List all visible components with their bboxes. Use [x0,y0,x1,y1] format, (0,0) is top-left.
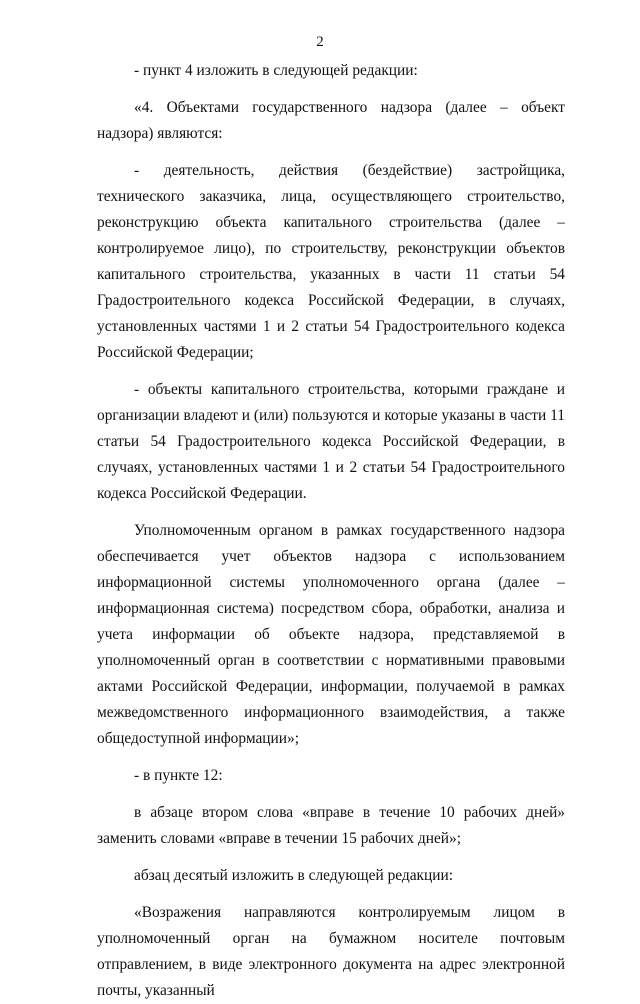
paragraph-tenth-subparagraph: абзац десятый изложить в следующей редакции: [134,867,454,884]
paragraph-second-subparagraph: в абзаце втором слова «вправе в течение 10 рабочих дней» заменить словами «вправе в течении 15 рабочих дней»; [97,804,565,847]
paragraph-point4-intro: - пункт 4 изложить в следующей редакции: [134,62,418,79]
paragraph-point4-heading: «4. Объектами государственного надзора (далее – объект надзора) являются: [97,99,565,142]
paragraph-authorized-body: Уполномоченным органом в рамках государственного надзора обеспечивается учет объектов надзора с использованием информационной системы уполномоченного органа (далее – информационная система) посредством сбора, обработки, анализа и учета информации об объекте надзора, представляемой в уполномоченный орган в соответствии с нормативными правовыми актами Российской Федерации, информации, получаемой в рамках межведомственного информационного взаимодействия, а также общедоступной информации»; [97,522,565,747]
paragraph-capital-objects: - объекты капитального строительства, которыми граждане и организации владеют и (или) пользуются и которые указаны в части 11 статьи 54 Градостроительного кодекса Российской Федерации, в случаях, установленных частями 1 и 2 статьи 54 Градостроительного кодекса Российской Федерации. [97,381,565,502]
paragraph-point12: - в пункте 12: [134,767,223,784]
page-number: 2 [316,34,324,50]
document-body [97,58,565,1004]
paragraph-objections: «Возражения направляются контролируемым лицом в уполномоченный орган на бумажном носителе почтовым отправлением, в виде электронного документа на адрес электронной почты, указанный [97,904,565,999]
paragraph-activities: - деятельность, действия (бездействие) застройщика, технического заказчика, лица, осуществляющего строительство, реконструкцию объекта капитального строительства (далее – контролируемое лицо), по строительству, реконструкции объектов капитального строительства, указанных в части 11 статьи 54 Градостроительного кодекса Российской Федерации, в случаях, установленных частями 1 и 2 статьи 54 Градостроительного кодекса Российской Федерации; [97,162,565,361]
